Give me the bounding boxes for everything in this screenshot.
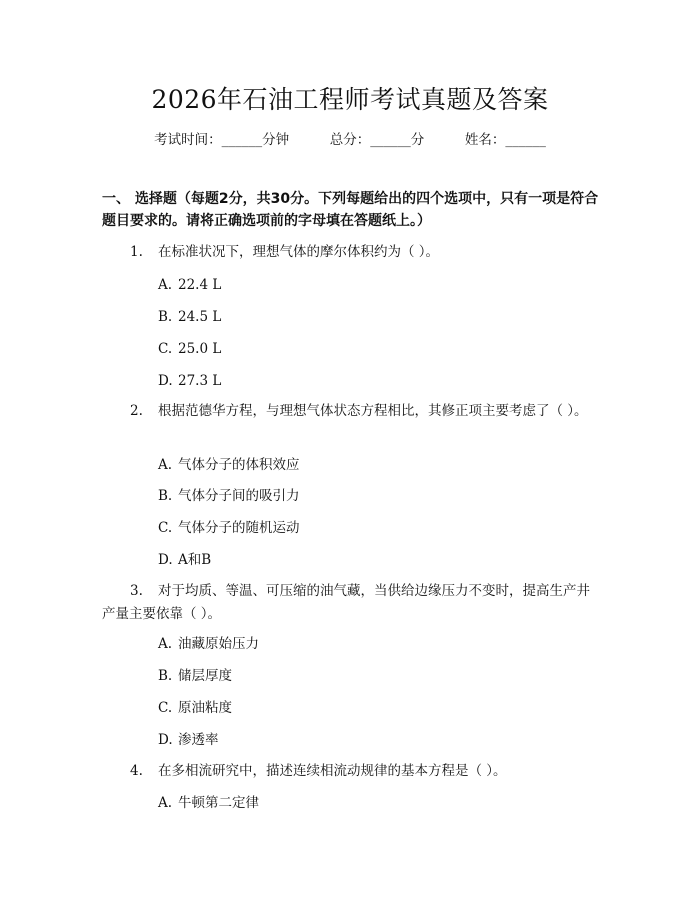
option-text: 气体分子间的吸引力 — [178, 488, 300, 504]
option-letter: B. — [158, 488, 173, 504]
exam-meta-line — [0, 130, 700, 150]
question-text: 在标准状况下，理想气体的摩尔体积约为（ ）。 — [158, 244, 440, 260]
q3-option-b — [158, 666, 598, 686]
q1-option-d — [158, 371, 598, 391]
option-letter: C. — [158, 341, 173, 357]
option-letter: A. — [158, 636, 173, 652]
option-text: 25.0 L — [178, 341, 222, 357]
q4-option-a — [158, 793, 598, 813]
option-letter: B. — [158, 668, 173, 684]
q1-option-b — [158, 307, 598, 327]
question-2 — [102, 400, 602, 423]
q2-option-b — [158, 486, 598, 506]
question-4 — [102, 760, 602, 783]
total-score-field: 总分：______分 — [329, 132, 425, 148]
question-number: 3. — [130, 583, 143, 599]
question-3 — [102, 580, 602, 626]
question-1 — [102, 241, 602, 264]
q2-option-c — [158, 518, 598, 538]
option-text: A和B — [178, 552, 212, 568]
q2-option-a — [158, 455, 598, 475]
option-letter: A. — [158, 795, 173, 811]
option-letter: D. — [158, 732, 173, 748]
option-text: 气体分子的体积效应 — [178, 457, 300, 473]
option-text: 储层厚度 — [178, 668, 232, 684]
option-text: 27.3 L — [178, 373, 222, 389]
option-text: 原油粘度 — [178, 700, 232, 716]
q1-option-a — [158, 275, 598, 295]
option-text: 油藏原始压力 — [178, 636, 259, 652]
option-letter: C. — [158, 700, 173, 716]
option-letter: D. — [158, 373, 173, 389]
question-number: 1. — [130, 244, 143, 260]
question-text: 根据范德华方程，与理想气体状态方程相比，其修正项主要考虑了（ ）。 — [158, 403, 588, 419]
q2-option-d — [158, 550, 598, 570]
option-letter: A. — [158, 457, 173, 473]
option-text: 24.5 L — [178, 309, 222, 325]
section-heading: 一、 选择题（每题2分，共30分。下列每题给出的四个选项中，只有一项是符合题目要求的。请将正确选项前的字母填在答题纸上。） — [102, 191, 599, 229]
question-number: 4. — [130, 763, 143, 779]
option-letter: A. — [158, 277, 173, 293]
option-text: 气体分子的随机运动 — [178, 520, 300, 536]
q3-option-c — [158, 698, 598, 718]
question-text: 对于均质、等温、可压缩的油气藏，当供给边缘压力不变时，提高生产井产量主要依靠（ ）。 — [102, 583, 590, 622]
q1-option-c — [158, 339, 598, 359]
option-letter: C. — [158, 520, 173, 536]
q3-option-d — [158, 730, 598, 750]
option-text: 渗透率 — [178, 732, 219, 748]
question-number: 2. — [130, 403, 143, 419]
option-letter: B. — [158, 309, 173, 325]
exam-time-field: 考试时间：______分钟 — [154, 132, 290, 148]
exam-title: 2026年石油工程师考试真题及答案 — [151, 85, 549, 114]
option-text: 牛顿第二定律 — [178, 795, 259, 811]
question-text: 在多相流研究中，描述连续相流动规律的基本方程是（ ）。 — [158, 763, 507, 779]
option-letter: D. — [158, 552, 173, 568]
name-field: 姓名：______ — [464, 132, 546, 148]
q3-option-a — [158, 634, 598, 654]
option-text: 22.4 L — [178, 277, 222, 293]
